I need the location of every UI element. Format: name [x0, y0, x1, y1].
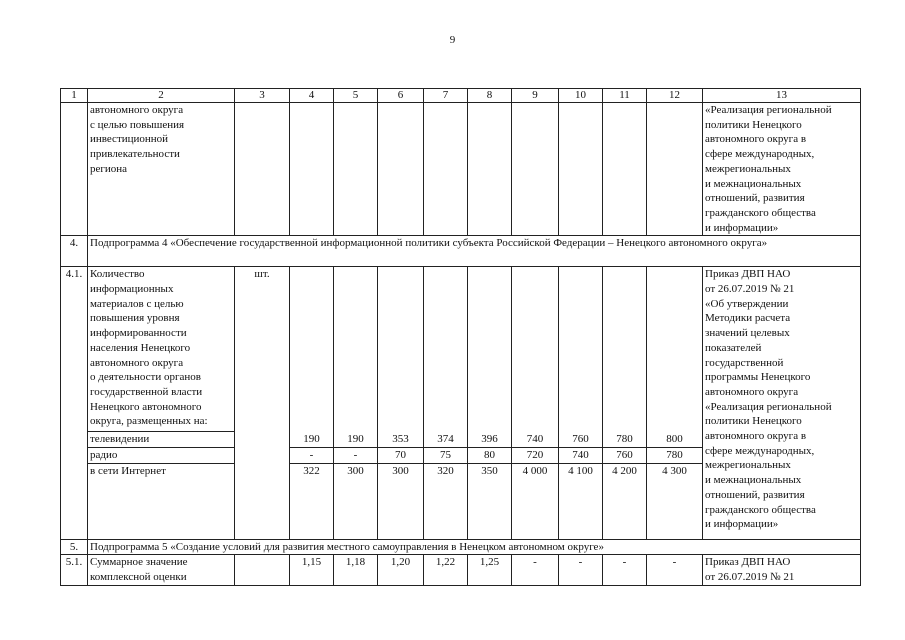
value-cell: 760: [603, 448, 647, 464]
value-cell: 396: [468, 432, 512, 448]
value-cell: [559, 103, 603, 236]
value-cell: -: [290, 448, 334, 464]
value-cell: 320: [424, 463, 468, 539]
value-cell: 70: [378, 448, 424, 464]
header-row: [61, 89, 861, 103]
value-cell: [378, 103, 424, 236]
value-cell: 800: [647, 432, 703, 448]
header-cell: 4: [290, 89, 334, 103]
row-number: 5.1.: [61, 555, 88, 585]
unit-cell: шт.: [235, 267, 290, 539]
value-cell: 4 000: [512, 463, 559, 539]
value-cell: 720: [512, 448, 559, 464]
value-cell: 1,20: [378, 555, 424, 585]
value-cell: -: [559, 555, 603, 585]
value-cell: 4 100: [559, 463, 603, 539]
unit-cell: [235, 103, 290, 236]
source-note: Приказ ДВП НАО от 26.07.2019 № 21 «Об утверждении Методики расчета значений целевых показателей государственной программы Ненецкого автономного округа «Реализация региональной политики Ненецкого автономного округа в сфере международных, межрегиональных и межнациональных отношений, развития гражданского общества и информации»: [703, 267, 861, 539]
subprogram-title: Подпрограмма 5 «Создание условий для развития местного самоуправления в Ненецком автономном округе»: [88, 539, 861, 555]
header-cell: 1: [61, 89, 88, 103]
value-cell: 374: [424, 432, 468, 448]
table-row: [61, 555, 861, 585]
value-cell: [647, 267, 703, 432]
value-cell: 4 300: [647, 463, 703, 539]
row-number: 4.: [61, 236, 88, 267]
value-cell: [512, 103, 559, 236]
value-cell: 740: [559, 448, 603, 464]
subprogram-row: [61, 236, 861, 267]
indicator-name: автономного округа с целью повышения инвестиционной привлекательности региона: [88, 103, 235, 236]
header-cell: 13: [703, 89, 861, 103]
value-cell: [290, 103, 334, 236]
row-number: 5.: [61, 539, 88, 555]
value-cell: 4 200: [603, 463, 647, 539]
value-cell: [647, 103, 703, 236]
unit-cell: [235, 555, 290, 585]
value-cell: 1,18: [334, 555, 378, 585]
value-cell: [559, 267, 603, 432]
indicator-name: Суммарное значение комплексной оценки: [88, 555, 235, 585]
header-cell: 10: [559, 89, 603, 103]
value-cell: -: [647, 555, 703, 585]
row-number: [61, 103, 88, 236]
value-cell: 300: [378, 463, 424, 539]
row-number: 4.1.: [61, 267, 88, 539]
source-note: «Реализация региональной политики Ненецкого автономного округа в сфере международных, межрегиональных и межнациональных отношений, развития гражданского общества и информации»: [703, 103, 861, 236]
value-cell: 322: [290, 463, 334, 539]
header-cell: 6: [378, 89, 424, 103]
value-cell: -: [603, 555, 647, 585]
value-cell: 353: [378, 432, 424, 448]
sub-indicator-label: в сети Интернет: [88, 463, 235, 539]
page-number: 9: [449, 34, 456, 46]
value-cell: [334, 267, 378, 432]
value-cell: [424, 267, 468, 432]
sub-indicator-label: телевидении: [88, 432, 235, 448]
header-cell: 5: [334, 89, 378, 103]
value-cell: 780: [603, 432, 647, 448]
indicators-table: [60, 88, 861, 586]
value-cell: 1,15: [290, 555, 334, 585]
header-cell: 3: [235, 89, 290, 103]
value-cell: 190: [290, 432, 334, 448]
table-row: [61, 267, 861, 432]
value-cell: [512, 267, 559, 432]
value-cell: 300: [334, 463, 378, 539]
value-cell: 75: [424, 448, 468, 464]
value-cell: 760: [559, 432, 603, 448]
value-cell: [424, 103, 468, 236]
value-cell: [468, 267, 512, 432]
value-cell: 80: [468, 448, 512, 464]
value-cell: [603, 267, 647, 432]
header-cell: 9: [512, 89, 559, 103]
header-cell: 8: [468, 89, 512, 103]
value-cell: [603, 103, 647, 236]
value-cell: [290, 267, 334, 432]
value-cell: 740: [512, 432, 559, 448]
value-cell: -: [334, 448, 378, 464]
value-cell: 350: [468, 463, 512, 539]
value-cell: 1,25: [468, 555, 512, 585]
header-cell: 12: [647, 89, 703, 103]
value-cell: 1,22: [424, 555, 468, 585]
value-cell: [468, 103, 512, 236]
value-cell: [334, 103, 378, 236]
value-cell: 190: [334, 432, 378, 448]
subprogram-title: Подпрограмма 4 «Обеспечение государственной информационной политики субъекта Российской Федерации – Ненецкого автономного округа»: [88, 236, 861, 267]
value-cell: 780: [647, 448, 703, 464]
subprogram-row: [61, 539, 861, 555]
value-cell: [378, 267, 424, 432]
header-cell: 11: [603, 89, 647, 103]
source-note: Приказ ДВП НАО от 26.07.2019 № 21: [703, 555, 861, 585]
header-cell: 7: [424, 89, 468, 103]
table-row: [61, 103, 861, 236]
value-cell: -: [512, 555, 559, 585]
sub-indicator-label: радио: [88, 448, 235, 464]
header-cell: 2: [88, 89, 235, 103]
indicator-name: Количество информационных материалов с целью повышения уровня информированности населения Ненецкого автономного округа о деятельности органов государственной власти Ненецкого автономного округа, размещенных на:: [88, 267, 235, 432]
